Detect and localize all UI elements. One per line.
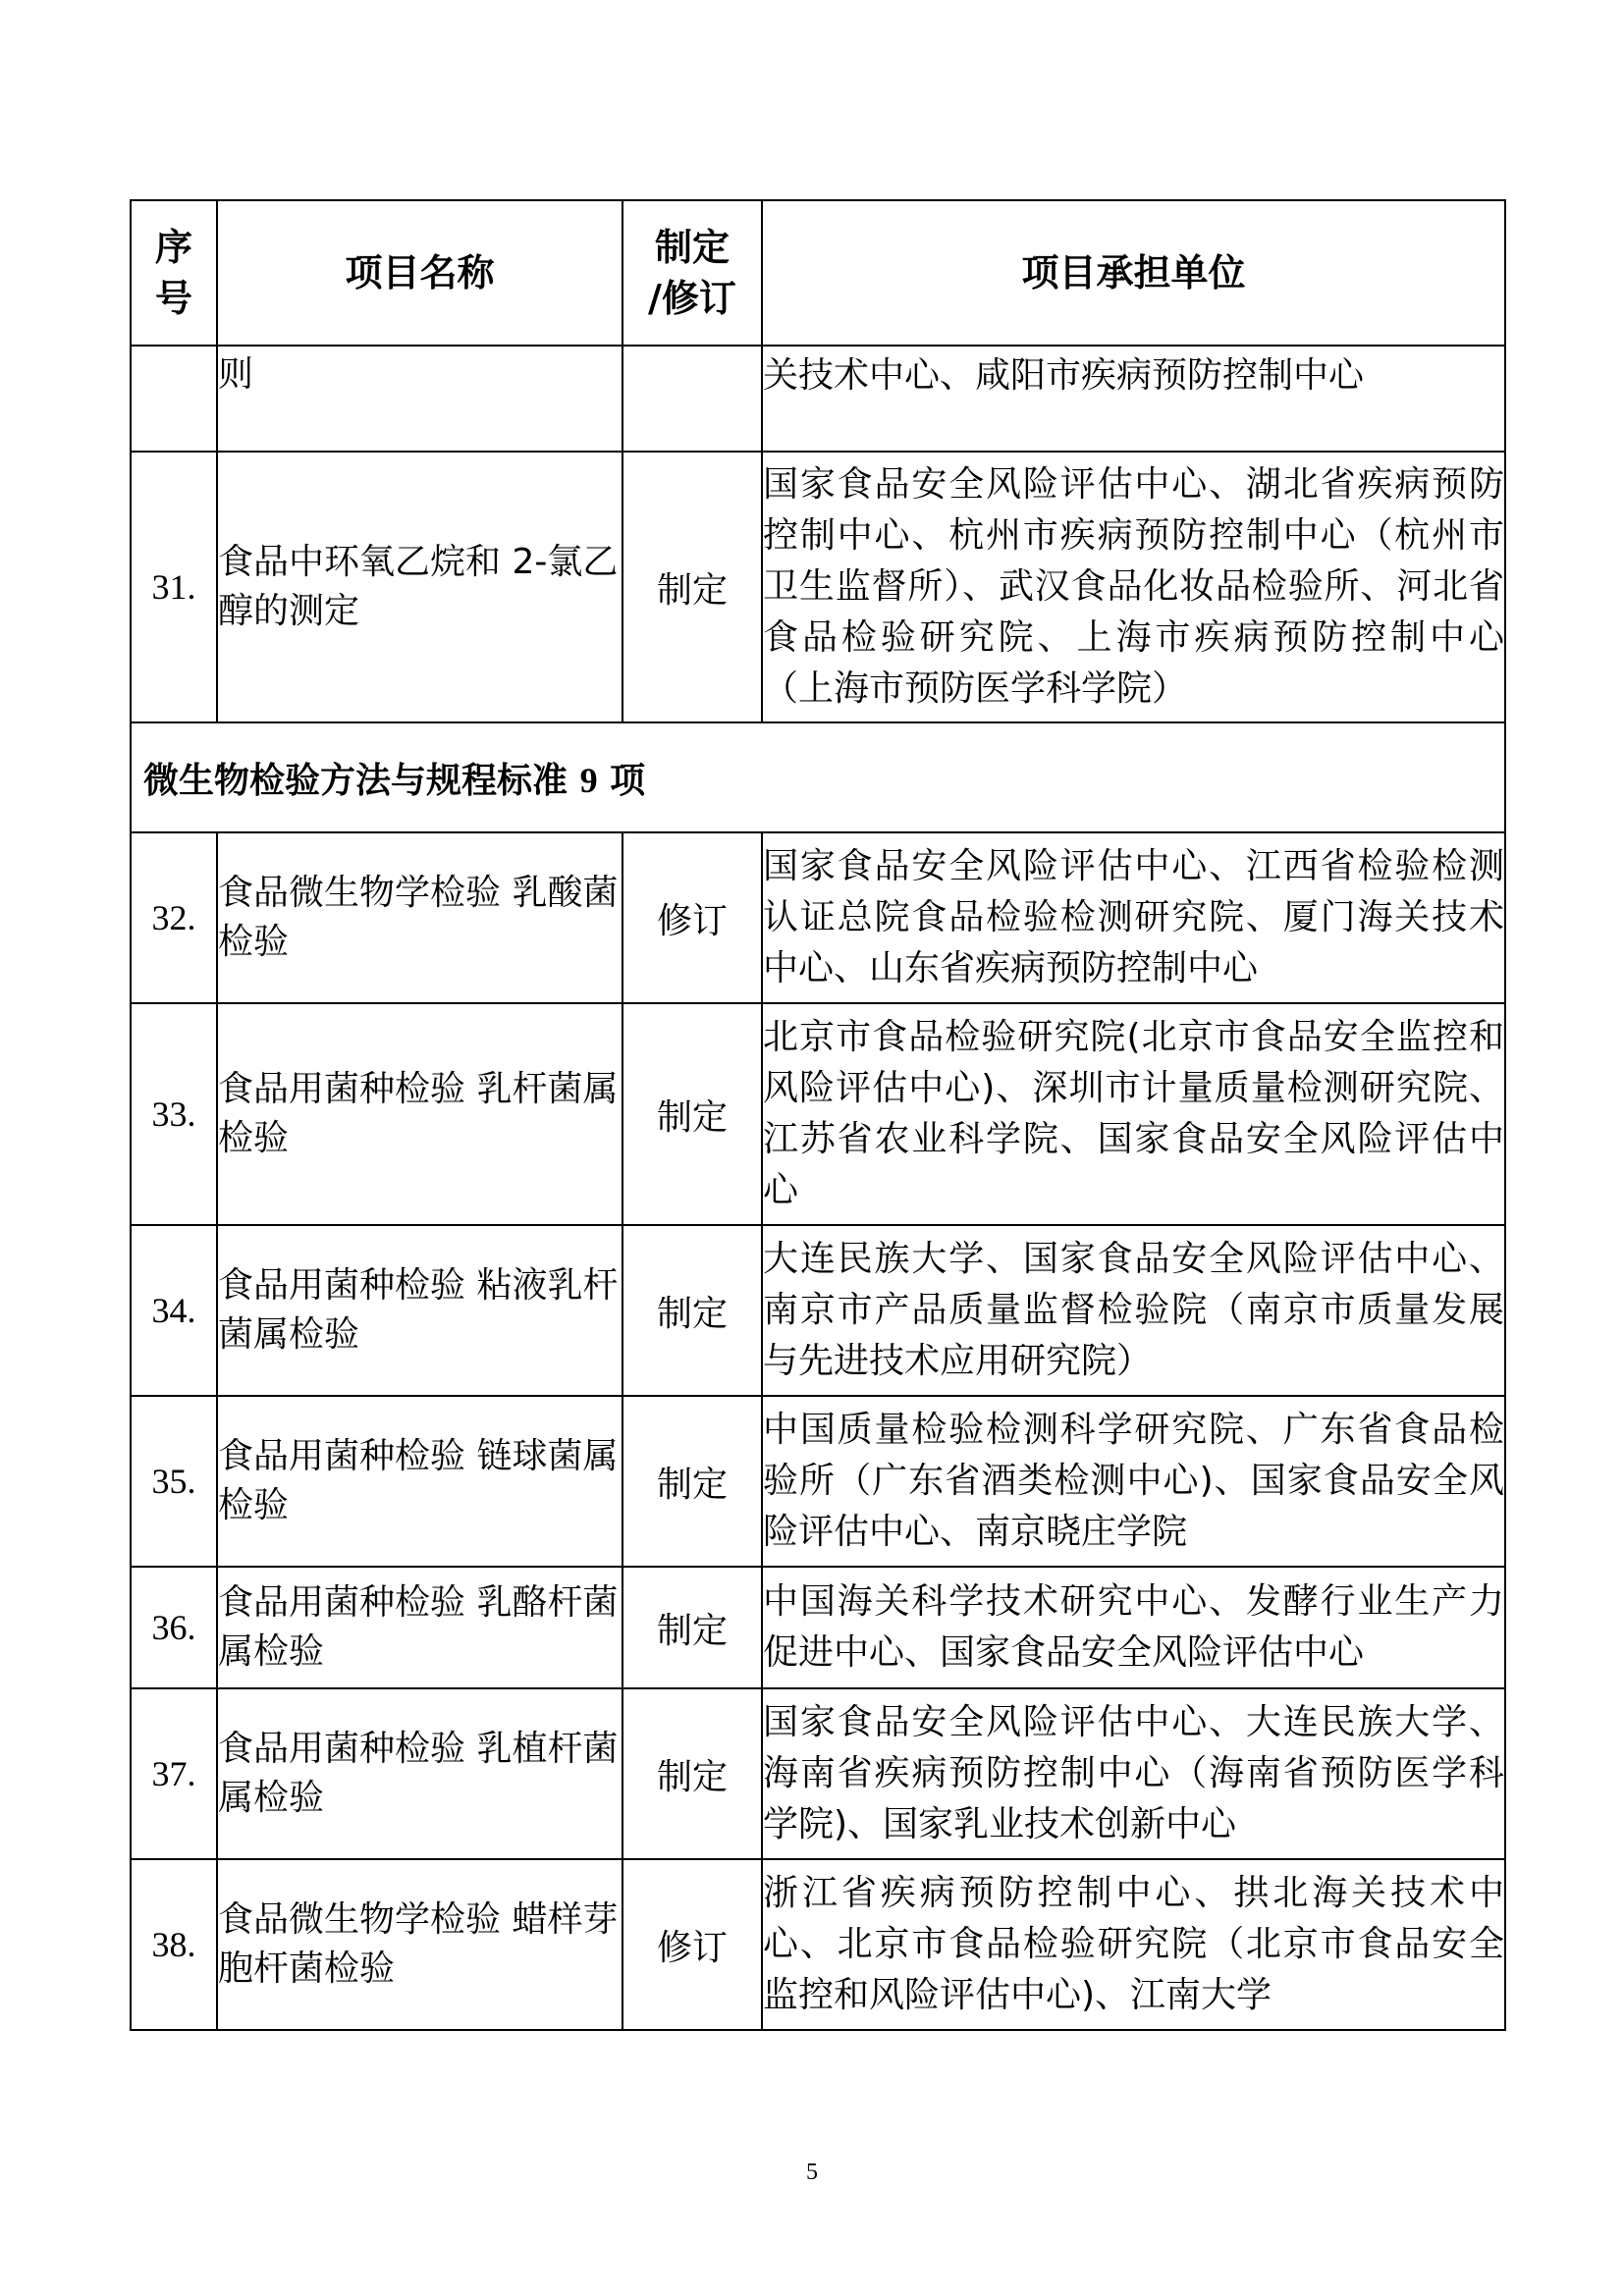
row-number: 32. xyxy=(131,832,217,1003)
row-number: 34. xyxy=(131,1225,217,1396)
section-label: 微生物检验方法与规程标准 xyxy=(143,760,568,801)
row-responsible-unit: 国家食品安全风险评估中心、大连民族大学、海南省疾病预防控制中心（海南省预防医学科学院)、国家乳业技术创新中心 xyxy=(762,1688,1505,1859)
header-type-line1: 制定 xyxy=(654,226,730,269)
table-row xyxy=(131,1567,1505,1688)
row-type: 制定 xyxy=(623,1225,762,1396)
header-type-line2: /修订 xyxy=(648,277,736,320)
page-number: 5 xyxy=(806,2160,818,2185)
table-row xyxy=(131,1225,1505,1396)
row-project-name: 食品用菌种检验 乳杆菌属检验 xyxy=(217,1003,623,1225)
row-number: 31. xyxy=(131,452,217,722)
section-count: 9 xyxy=(579,760,598,800)
header-responsible-unit: 项目承担单位 xyxy=(762,200,1505,346)
row-number: 35. xyxy=(131,1396,217,1567)
row-type: 制定 xyxy=(623,1396,762,1567)
table-row xyxy=(131,1396,1505,1567)
row-type: 修订 xyxy=(623,1859,762,2030)
table-row xyxy=(131,452,1505,722)
table-row xyxy=(131,1859,1505,2030)
row-type: 修订 xyxy=(623,832,762,1003)
row-project-name: 食品用菌种检验 乳植杆菌属检验 xyxy=(217,1688,623,1859)
row-project-name: 食品中环氧乙烷和 2-氯乙醇的测定 xyxy=(217,452,623,722)
row-number: 36. xyxy=(131,1567,217,1688)
row-project-name: 食品用菌种检验 链球菌属检验 xyxy=(217,1396,623,1567)
row-type: 制定 xyxy=(623,452,762,722)
row-responsible-unit: 国家食品安全风险评估中心、江西省检验检测认证总院食品检验检测研究院、厦门海关技术中心、山东省疾病预防控制中心 xyxy=(762,832,1505,1003)
table-row xyxy=(131,832,1505,1003)
row-responsible-unit: 中国海关科学技术研究中心、发酵行业生产力促进中心、国家食品安全风险评估中心 xyxy=(762,1567,1505,1688)
row-project-name: 食品用菌种检验 粘液乳杆菌属检验 xyxy=(217,1225,623,1396)
section-row xyxy=(131,722,1505,832)
table-row xyxy=(131,1003,1505,1225)
row-type: 制定 xyxy=(623,1688,762,1859)
row-project-name: 食品微生物学检验 乳酸菌检验 xyxy=(217,832,623,1003)
section-suffix: 项 xyxy=(610,760,646,801)
row-responsible-unit: 中国质量检验检测科学研究院、广东省食品检验所（广东省酒类检测中心)、国家食品安全风险评估中心、南京晓庄学院 xyxy=(762,1396,1505,1567)
row-responsible-unit: 浙江省疾病预防控制中心、拱北海关技术中心、北京市食品检验研究院（北京市食品安全监控和风险评估中心)、江南大学 xyxy=(762,1859,1505,2030)
row-responsible-unit: 大连民族大学、国家食品安全风险评估中心、南京市产品质量监督检验院（南京市质量发展与先进技术应用研究院） xyxy=(762,1225,1505,1396)
header-type xyxy=(623,200,762,346)
row-type xyxy=(623,346,762,452)
header-number-line1: 序 xyxy=(154,226,192,269)
row-project-name: 则 xyxy=(217,346,623,452)
row-number xyxy=(131,346,217,452)
header-number-line2: 号 xyxy=(154,277,192,320)
row-responsible-unit: 关技术中心、咸阳市疾病预防控制中心 xyxy=(762,346,1505,452)
row-project-name: 食品用菌种检验 乳酪杆菌属检验 xyxy=(217,1567,623,1688)
table-row xyxy=(131,1688,1505,1859)
header-number xyxy=(131,200,217,346)
table-header-row xyxy=(131,200,1505,346)
row-type: 制定 xyxy=(623,1003,762,1225)
section-heading xyxy=(131,722,1505,832)
row-number: 38. xyxy=(131,1859,217,2030)
row-responsible-unit: 国家食品安全风险评估中心、湖北省疾病预防控制中心、杭州市疾病预防控制中心（杭州市卫生监督所）、武汉食品化妆品检验所、河北省食品检验研究院、上海市疾病预防控制中心（上海市预防医学科学院） xyxy=(762,452,1505,722)
standards-project-table xyxy=(130,199,1506,2031)
row-project-name: 食品微生物学检验 蜡样芽胞杆菌检验 xyxy=(217,1859,623,2030)
row-number: 33. xyxy=(131,1003,217,1225)
row-type: 制定 xyxy=(623,1567,762,1688)
row-responsible-unit: 北京市食品检验研究院(北京市食品安全监控和风险评估中心)、深圳市计量质量检测研究院、江苏省农业科学院、国家食品安全风险评估中心 xyxy=(762,1003,1505,1225)
row-number: 37. xyxy=(131,1688,217,1859)
table-row xyxy=(131,346,1505,452)
header-project-name: 项目名称 xyxy=(217,200,623,346)
